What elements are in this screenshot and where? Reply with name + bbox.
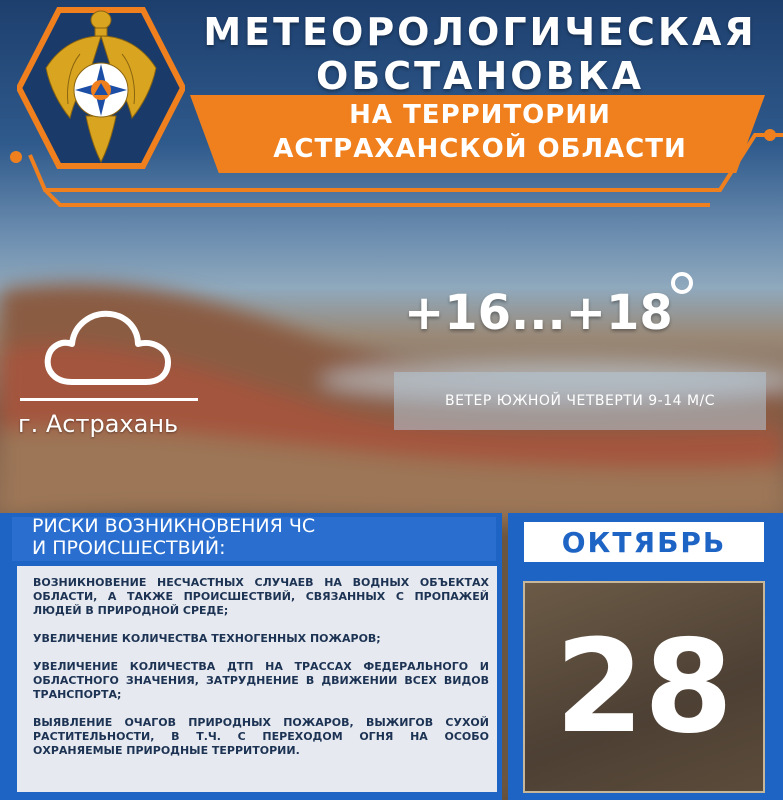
risk-item: УВЕЛИЧЕНИЕ КОЛИЧЕСТВА ДТП НА ТРАССАХ ФЕДЕРАЛЬНОГО И ОБЛАСТНОГО ЗНАЧЕНИЯ, ЗАТРУДНЕНИЕ В ДВИЖЕНИИ ВСЕХ ВИДОВ ТРАНСПОРТА; bbox=[33, 660, 489, 701]
city-name: г. Астрахань bbox=[18, 410, 179, 438]
emercom-eagle-icon bbox=[40, 6, 162, 168]
risks-list bbox=[17, 566, 497, 792]
page-subtitle bbox=[200, 98, 760, 166]
risks-title-line-1: РИСКИ ВОЗНИКНОВЕНИЯ ЧС bbox=[32, 515, 316, 537]
title-line-1: МЕТЕОРОЛОГИЧЕСКАЯ bbox=[203, 10, 757, 54]
day-badge bbox=[523, 581, 765, 793]
risks-title-line-2: И ПРОИСШЕСТВИЙ: bbox=[32, 537, 226, 559]
month-badge bbox=[524, 522, 764, 562]
cloud-icon bbox=[40, 300, 178, 390]
page-title bbox=[200, 10, 760, 98]
title-line-2: ОБСТАНОВКА bbox=[315, 54, 645, 98]
wind-text: ВЕТЕР ЮЖНОЙ ЧЕТВЕРТИ 9-14 М/С bbox=[444, 393, 716, 409]
risk-item: ВОЗНИКНОВЕНИЕ НЕСЧАСТНЫХ СЛУЧАЕВ НА ВОДНЫХ ОБЪЕКТАХ ОБЛАСТИ, А ТАКЖЕ ПРОИСШЕСТВИЙ, СВЯЗАННЫХ С ПРОПАЖЕЙ ЛЮДЕЙ В ПРИРОДНОЙ СРЕДЕ; bbox=[33, 576, 489, 617]
wind-panel bbox=[394, 372, 766, 430]
risk-item: УВЕЛИЧЕНИЕ КОЛИЧЕСТВА ТЕХНОГЕННЫХ ПОЖАРОВ; bbox=[33, 632, 381, 645]
subtitle-line-2: АСТРАХАНСКОЙ ОБЛАСТИ bbox=[273, 134, 687, 164]
risks-title bbox=[32, 515, 315, 559]
temperature-value: +16...+18 bbox=[404, 285, 673, 341]
degree-icon bbox=[669, 270, 695, 296]
day-number: 28 bbox=[554, 612, 734, 762]
month-label: ОКТЯБРЬ bbox=[561, 525, 727, 559]
city-underline bbox=[20, 398, 198, 401]
subtitle-line-1: НА ТЕРРИТОРИИ bbox=[349, 100, 611, 130]
risk-item: ВЫЯВЛЕНИЕ ОЧАГОВ ПРИРОДНЫХ ПОЖАРОВ, ВЫЖИГОВ СУХОЙ РАСТИТЕЛЬНОСТИ, В Т.Ч. С ПЕРЕХОДОМ ОГНЯ НА ОСОБО ОХРАНЯЕМЫЕ ПРИРОДНЫЕ ТЕРРИТОРИИ. bbox=[33, 716, 489, 757]
